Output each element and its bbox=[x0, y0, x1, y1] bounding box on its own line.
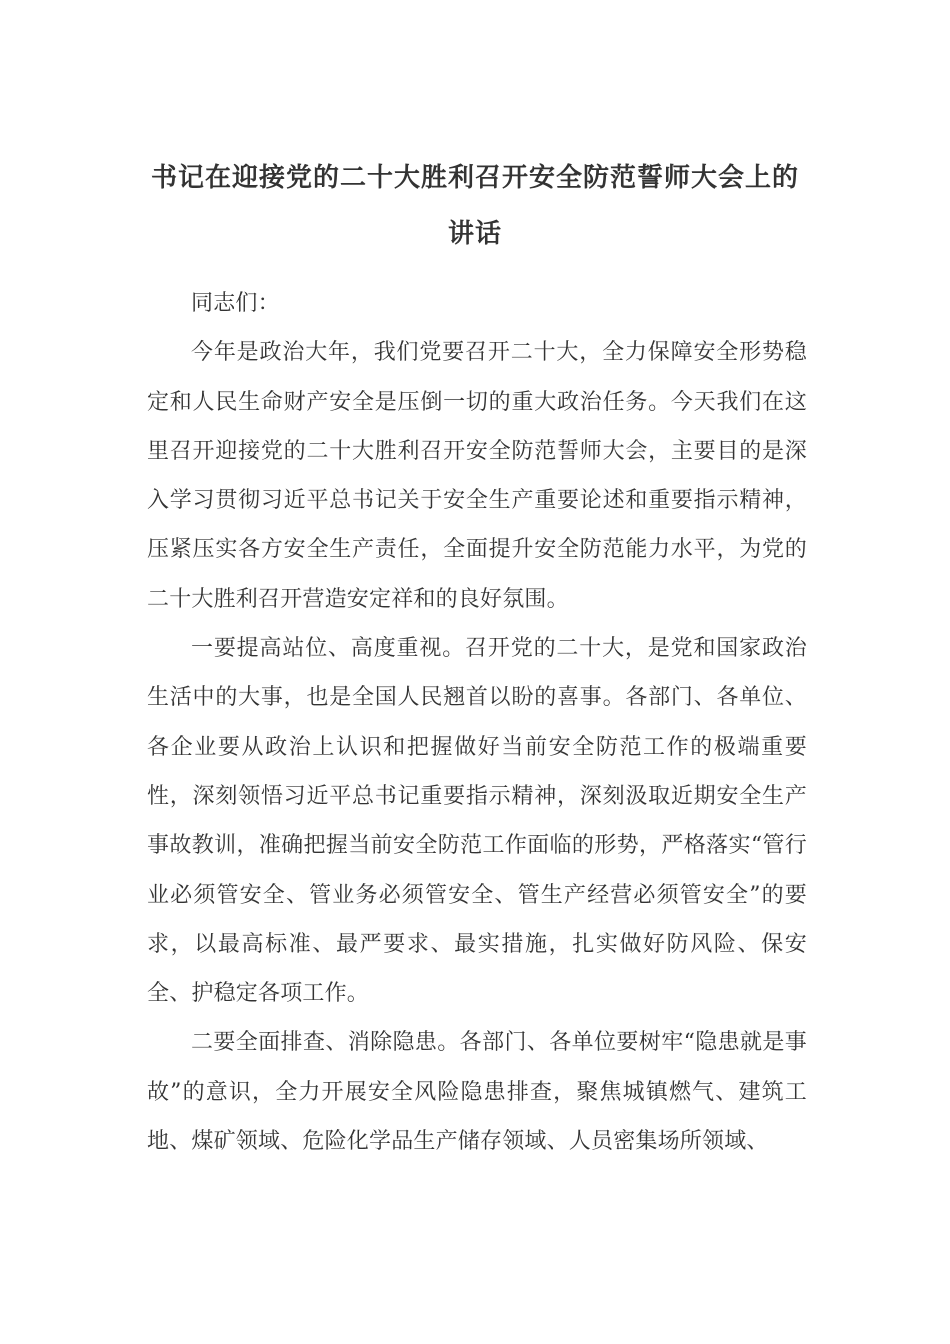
paragraph-1: 今年是政治大年，我们党要召开二十大，全力保障安全形势稳定和人民生命财产安全是压倒一切的重大政治任务。今天我们在这里召开迎接党的二十大胜利召开安全防范誓师大会，主要目的是深入学习贯彻习近平总书记关于安全生产重要论述和重要指示精神，压紧压实各方安全生产责任，全面提升安全防范能力水平，为党的二十大胜利召开营造安定祥和的良好氛围。 bbox=[147, 340, 807, 612]
document-title: 书记在迎接党的二十大胜利召开安全防范誓师大会上的讲话 bbox=[150, 163, 799, 249]
salutation: 同志们： bbox=[191, 291, 280, 316]
paragraph-2: 一要提高站位、高度重视。召开党的二十大，是党和国家政治生活中的大事，也是全国人民翘首以盼的喜事。各部门、各单位、各企业要从政治上认识和把握做好当前安全防范工作的极端重要性，深刻领悟习近平总书记重要指示精神，深刻汲取近期安全生产事故教训，准确把握当前安全防范工作面临的形势，严格落实“管行业必须管安全、管业务必须管安全、管生产经营必须管安全”的要求，以最高标准、最严要求、最实措施，扎实做好防风险、保安全、护稳定各项工作。 bbox=[147, 636, 807, 1007]
document-body bbox=[147, 279, 807, 1166]
paragraph-3: 二要全面排查、消除隐患。各部门、各单位要树牢“隐患就是事故”的意识，全力开展安全风险隐患排查，聚焦城镇燃气、建筑工地、煤矿领域、危险化学品生产储存领域、人员密集场所领域、 bbox=[147, 1030, 807, 1155]
